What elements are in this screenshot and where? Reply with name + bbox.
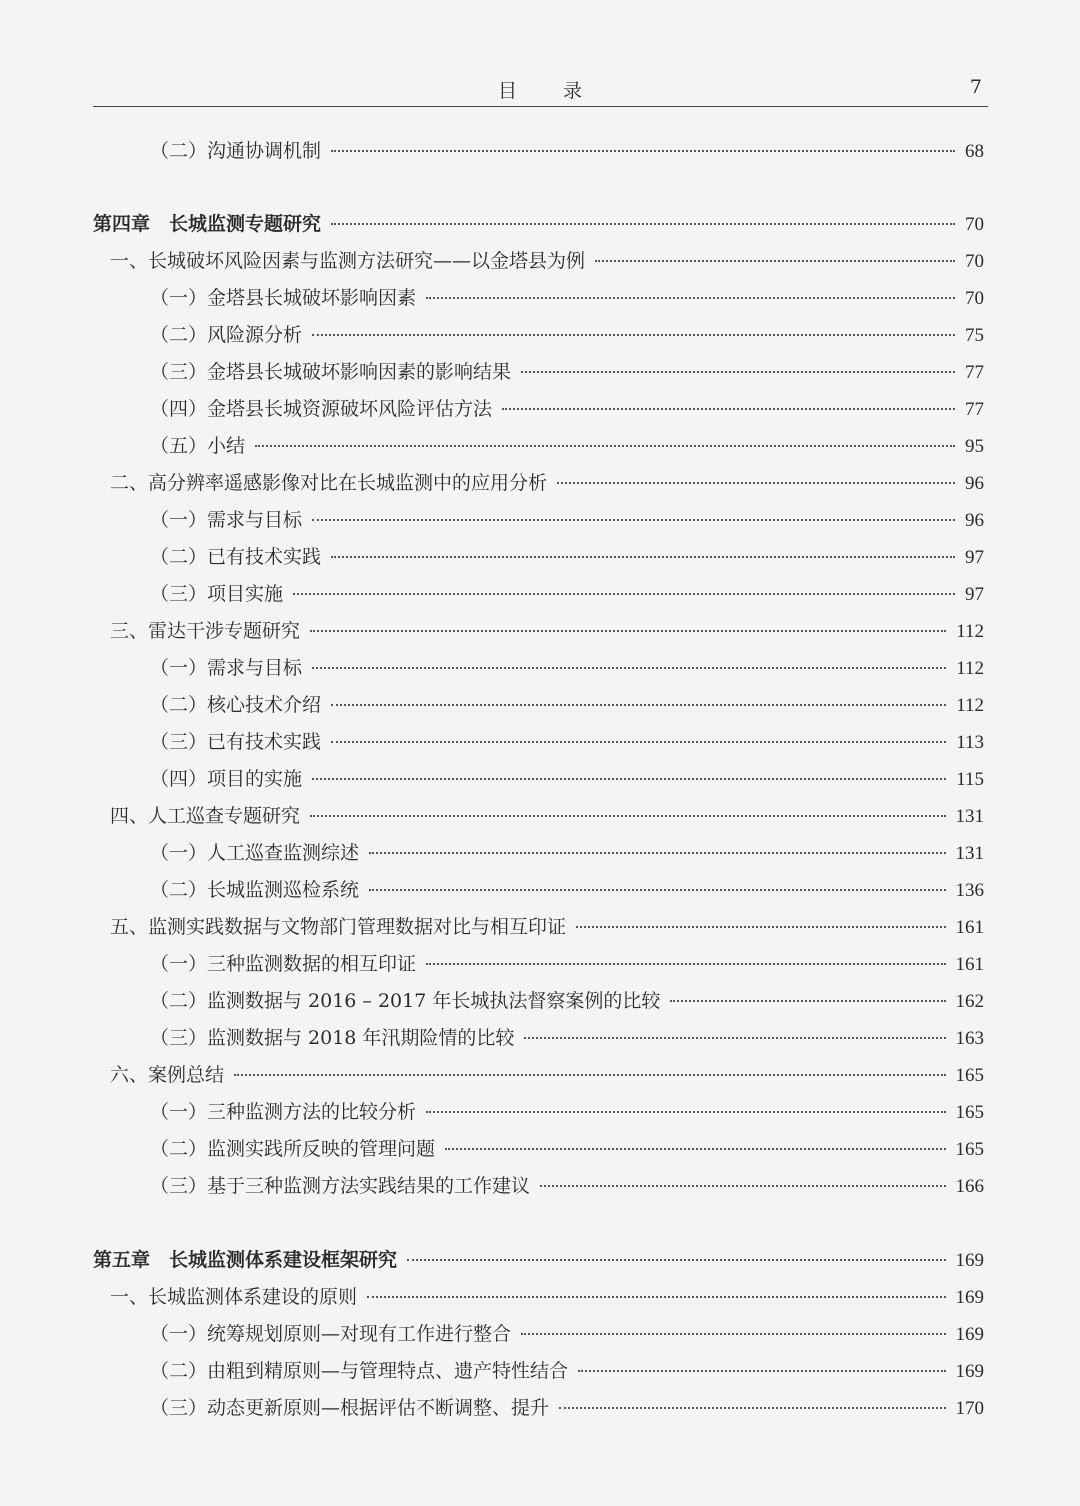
toc-entry [0,1024,1080,1052]
toc-entry-page: 161 [955,954,984,975]
toc-entry-label: 六、案例总结 [110,1064,225,1086]
toc-entry [0,987,1080,1015]
toc-entry-page: 112 [956,658,984,679]
toc-entry [0,506,1080,534]
leader-dots [312,334,955,336]
toc-entry-page: 70 [965,251,984,272]
toc-entry-label: 三、雷达干涉专题研究 [110,620,301,642]
toc-entry-page: 169 [955,1361,984,1382]
leader-dots [312,778,946,780]
toc-entry-label: （一）人工巡查监测综述 [150,842,360,864]
toc-entry-page: 112 [956,621,984,642]
header-rule [93,106,988,107]
toc-entry-page: 161 [955,917,984,938]
toc-entry-label: 第四章 长城监测专题研究 [93,213,322,235]
toc-entry-label: （三）金塔县长城破坏影响因素的影响结果 [150,361,512,383]
toc-entry-page: 95 [965,436,984,457]
toc-entry-label: 一、长城监测体系建设的原则 [110,1286,358,1308]
toc-entry-page: 77 [965,399,984,420]
leader-dots [445,1148,945,1150]
toc-entry-page: 170 [955,1398,984,1419]
toc-entry-label: （四）项目的实施 [150,768,303,790]
toc-entry [0,950,1080,978]
leader-dots [595,260,955,262]
toc-entry-label: （四）金塔县长城资源破坏风险评估方法 [150,398,493,420]
leader-dots [310,815,945,817]
toc-entry [0,358,1080,386]
toc-entry-label: 第五章 长城监测体系建设框架研究 [93,1249,398,1271]
toc-entry-page: 68 [965,141,984,162]
toc-entry-label: （二）监测实践所反映的管理问题 [150,1138,436,1160]
toc-entry-label: （三）基于三种监测方法实践结果的工作建议 [150,1175,531,1197]
toc-entry [0,137,1080,165]
leader-dots [576,926,945,928]
toc-entry-label: （一）需求与目标 [150,657,303,679]
toc-entry [0,1320,1080,1348]
toc-entry-page: 169 [955,1324,984,1345]
toc-entry [0,802,1080,830]
toc-entry [0,1283,1080,1311]
toc-entry-page: 169 [955,1250,984,1271]
toc-entry-label: （一）三种监测数据的相互印证 [150,953,417,975]
leader-dots [521,371,955,373]
leader-dots [331,704,946,706]
toc-entry [0,284,1080,312]
leader-dots [310,630,946,632]
toc-entry-label: 四、人工巡查专题研究 [110,805,301,827]
toc-entry-page: 113 [956,732,984,753]
leader-dots [578,1370,945,1372]
toc-entry-page: 169 [955,1287,984,1308]
toc-entry-label: （二）风险源分析 [150,324,303,346]
toc-entry [0,210,1080,238]
toc-entry [0,765,1080,793]
leader-dots [312,519,955,521]
toc-entry-page: 131 [955,843,984,864]
leader-dots [557,482,955,484]
toc-entry-page: 70 [965,288,984,309]
toc-entry-page: 96 [965,473,984,494]
toc-entry-label: （一）金塔县长城破坏影响因素 [150,287,417,309]
toc-entry-label: （二）核心技术介绍 [150,694,322,716]
toc-entry-page: 115 [956,769,984,790]
toc-entry-page: 70 [965,214,984,235]
leader-dots [426,963,945,965]
toc-entry-page: 165 [955,1102,984,1123]
leader-dots [331,741,946,743]
toc-entry-label: （二）已有技术实践 [150,546,322,568]
toc-entry-page: 77 [965,362,984,383]
leader-dots [331,556,955,558]
leader-dots [407,1259,945,1261]
toc-entry [0,913,1080,941]
leader-dots [255,445,955,447]
toc-entry [0,1098,1080,1126]
toc-entry-page: 165 [955,1065,984,1086]
leader-dots [367,1296,945,1298]
leader-dots [426,1111,945,1113]
toc-entry-label: （一）三种监测方法的比较分析 [150,1101,417,1123]
running-header-title: 目 录 [497,80,603,102]
leader-dots [293,593,955,595]
toc-entry [0,469,1080,497]
toc-entry [0,1061,1080,1089]
toc-entry-label: （五）小结 [150,435,246,457]
toc-entry-label: （三）监测数据与 2018 年汛期险情的比较 [150,1027,515,1049]
leader-dots [521,1333,945,1335]
leader-dots [369,852,945,854]
leader-dots [312,667,946,669]
toc-entry-label: （三）动态更新原则—根据评估不断调整、提升 [150,1397,550,1419]
toc-entry-page: 96 [965,510,984,531]
leader-dots [331,223,955,225]
running-header-page-number: 7 [969,76,982,98]
toc-entry [0,654,1080,682]
toc-entry-page: 163 [955,1028,984,1049]
leader-dots [540,1185,945,1187]
toc-entry-label: 二、高分辨率遥感影像对比在长城监测中的应用分析 [110,472,548,494]
toc-entry-page: 112 [956,695,984,716]
toc-entry [0,728,1080,756]
toc-entry-label: 五、监测实践数据与文物部门管理数据对比与相互印证 [110,916,567,938]
toc-entry [0,839,1080,867]
toc-entry [0,580,1080,608]
toc-entry [0,247,1080,275]
toc-entry [0,1135,1080,1163]
toc-entry [0,1246,1080,1274]
leader-dots [426,297,955,299]
leader-dots [369,889,945,891]
toc-entry [0,691,1080,719]
toc-entry-label: （一）需求与目标 [150,509,303,531]
toc-entry-label: （二）由粗到精原则—与管理特点、遗产特性结合 [150,1360,569,1382]
leader-dots [331,150,955,152]
toc-entry [0,1357,1080,1385]
toc-entry-page: 97 [965,547,984,568]
toc-entry-label: （一）统筹规划原则—对现有工作进行整合 [150,1323,512,1345]
toc-entry-page: 75 [965,325,984,346]
toc-entry-label: （二）监测数据与 2016 – 2017 年长城执法督察案例的比较 [150,990,661,1012]
toc-entry-label: （三）已有技术实践 [150,731,322,753]
leader-dots [502,408,955,410]
toc-entry [0,543,1080,571]
toc-entry-page: 165 [955,1139,984,1160]
toc-entry-page: 97 [965,584,984,605]
toc-entry [0,432,1080,460]
toc-entry [0,321,1080,349]
leader-dots [670,1000,945,1002]
toc-entry [0,1172,1080,1200]
leader-dots [524,1037,945,1039]
toc-entry [0,617,1080,645]
toc-entry-page: 131 [955,806,984,827]
toc-entry-label: （三）项目实施 [150,583,284,605]
leader-dots [559,1407,945,1409]
toc-entry [0,395,1080,423]
leader-dots [234,1074,945,1076]
toc-entry-page: 162 [955,991,984,1012]
toc-entry-label: 一、长城破坏风险因素与监测方法研究——以金塔县为例 [110,250,586,272]
toc-entry-label: （二）沟通协调机制 [150,140,322,162]
toc-entry-page: 166 [955,1176,984,1197]
toc-entry [0,876,1080,904]
toc-entry-page: 136 [955,880,984,901]
toc-entry-label: （二）长城监测巡检系统 [150,879,360,901]
toc-entry [0,1394,1080,1422]
